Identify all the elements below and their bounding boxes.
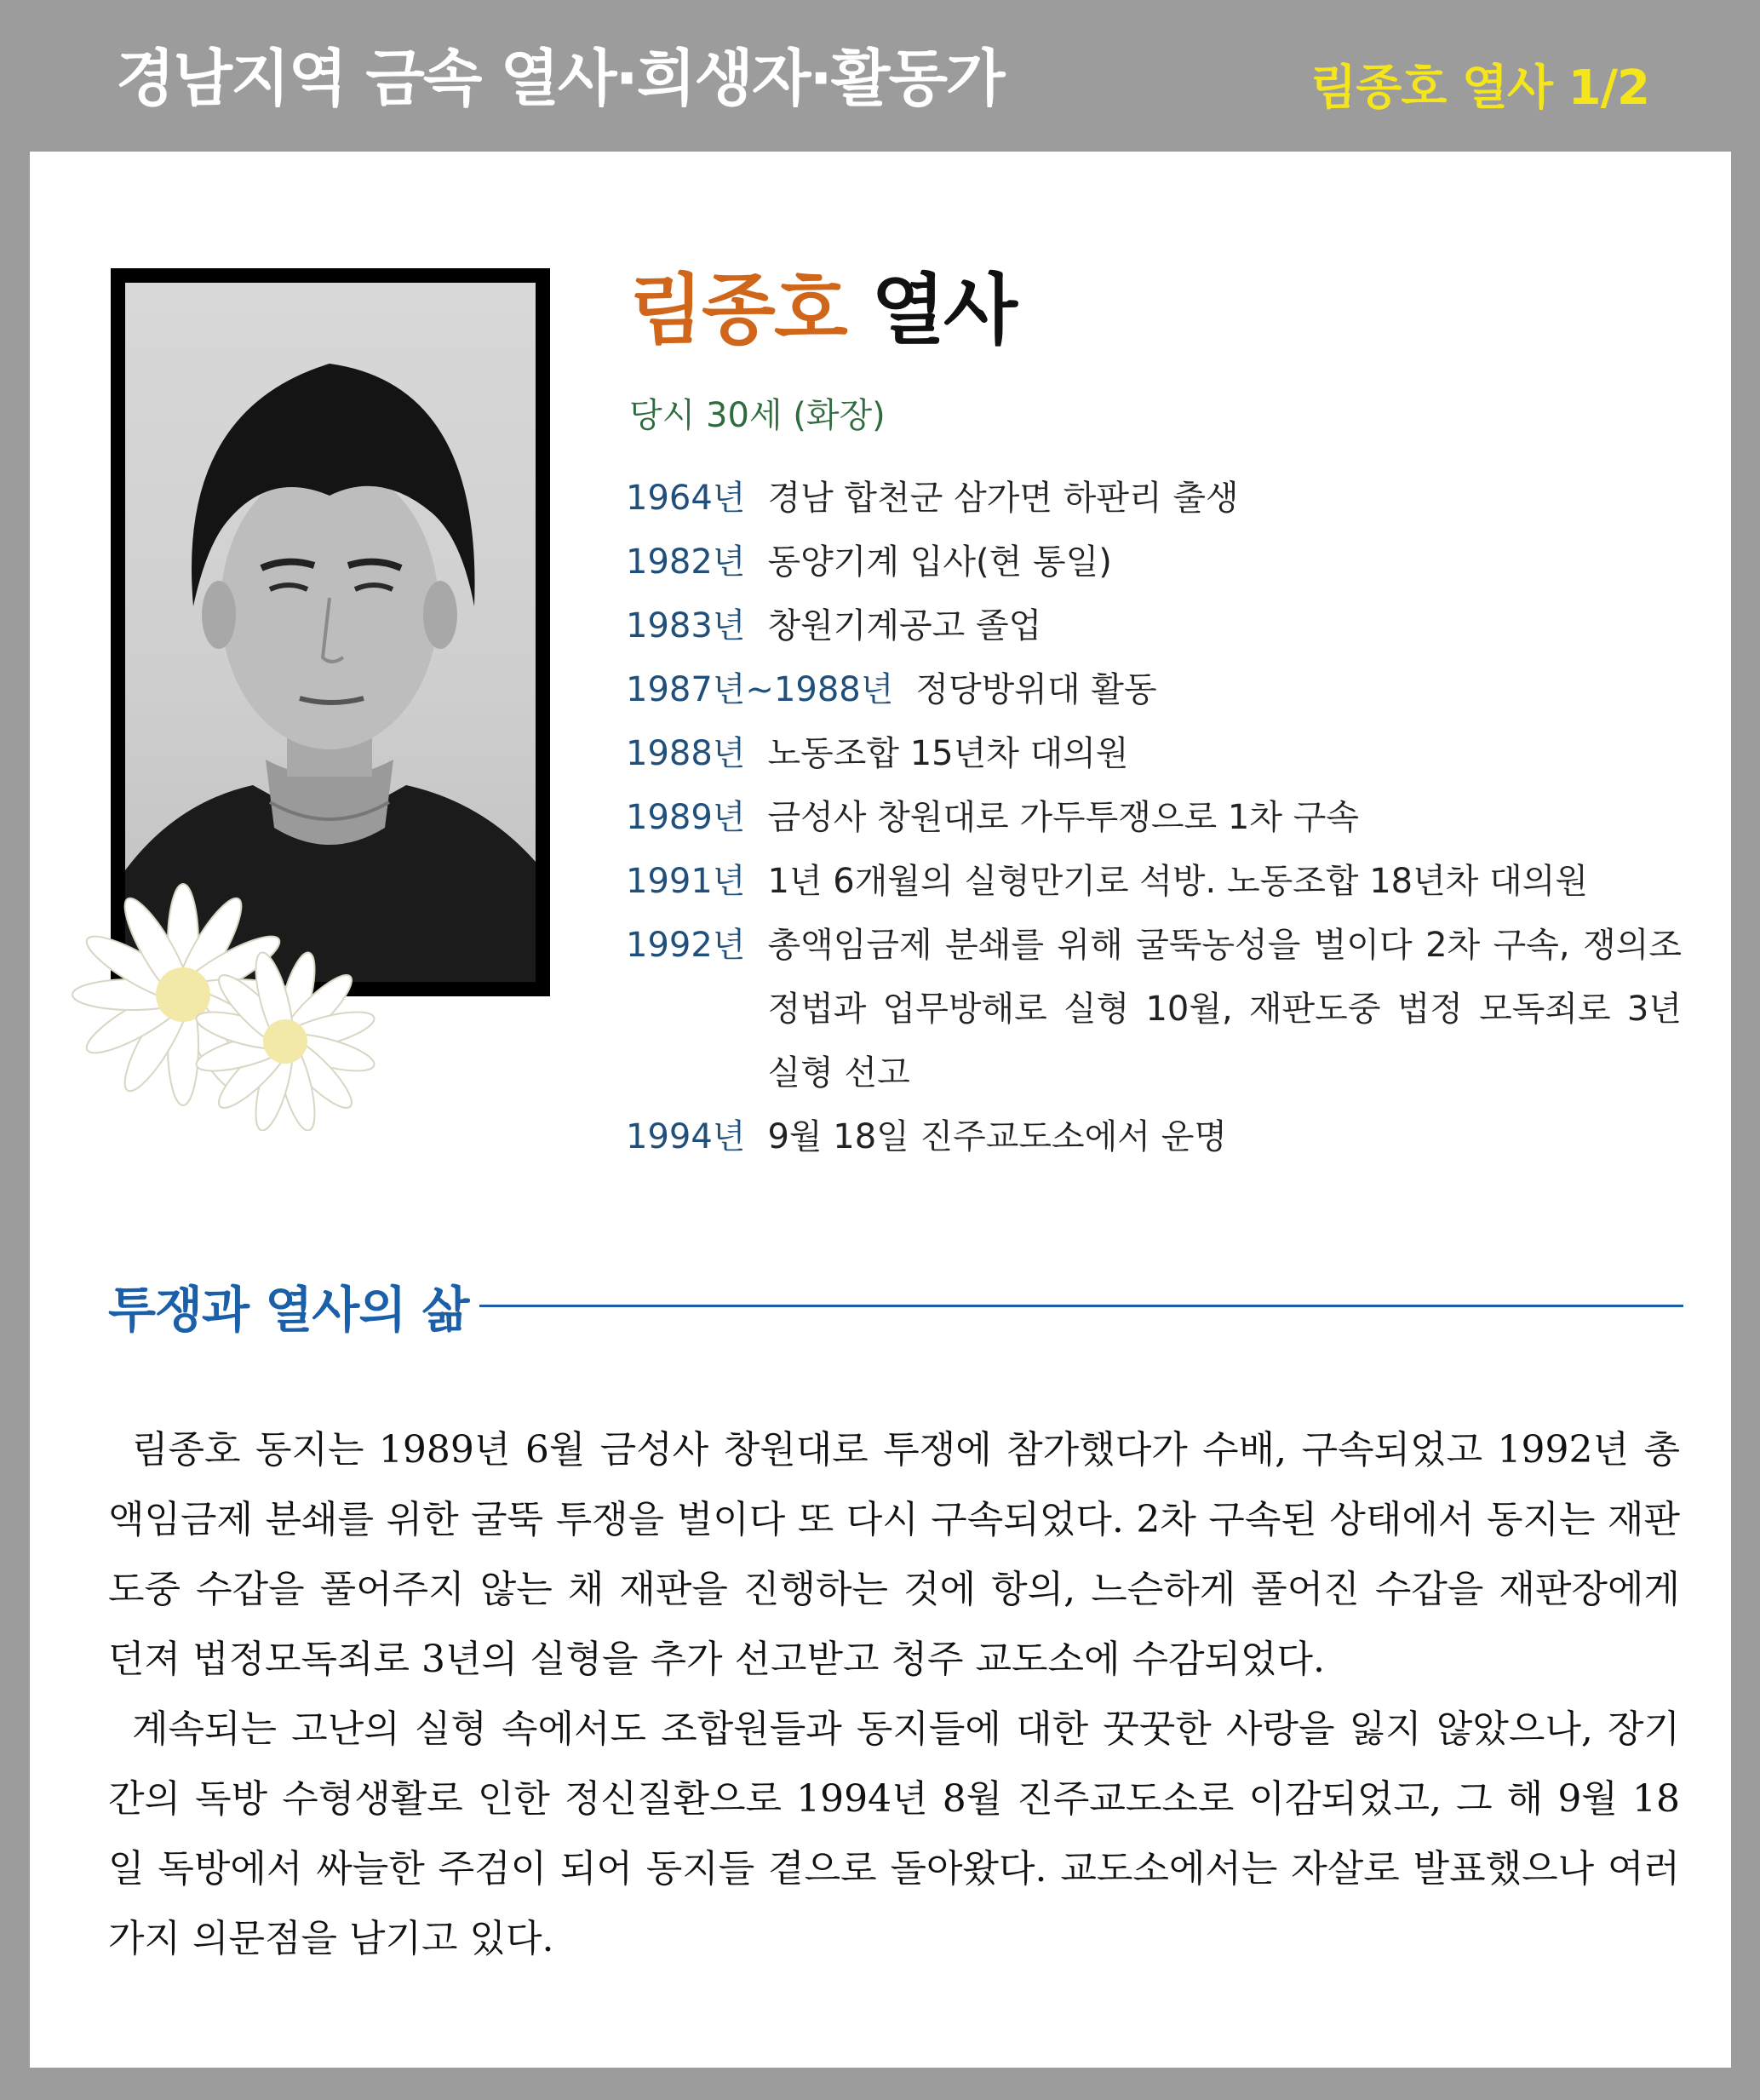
timeline-item	[626, 914, 1682, 1105]
timeline-item	[626, 722, 1682, 786]
person-name	[629, 266, 1017, 355]
timeline-year: 1989년	[626, 798, 746, 837]
timeline-text: 정당방위대 활동	[915, 670, 1157, 709]
timeline-item	[626, 658, 1682, 722]
section-header	[108, 1271, 1683, 1340]
timeline-year: 1983년	[626, 606, 746, 645]
timeline-year: 1988년	[626, 734, 746, 773]
timeline-text: 창원기계공고 졸업	[767, 606, 1042, 645]
person-title: 열사	[871, 266, 1017, 355]
biography-paragraph: 림종호 동지는 1989년 6월 금성사 창원대로 투쟁에 참가했다가 수배, 구속되었고 1992년 총액임금제 분쇄를 위한 굴뚝 투쟁을 벌이다 또 다시 구속되었다. 2차 구속된 상태에서 동지는 재판 도중 수갑을 풀어주지 않는 채 재판을 진행하는 것에 항의, 느슨하게 풀어진 수갑을 재판장에게 던져 법정모독죄로 3년의 실형을 추가 선고받고 청주 교도소에 수감되었다.	[108, 1428, 1680, 1681]
timeline-text: 동양기계 입사(현 통일)	[767, 542, 1112, 582]
chrysanthemum-flowers-icon	[55, 875, 379, 1131]
timeline-item	[626, 467, 1682, 531]
timeline-year: 1964년	[626, 479, 746, 518]
timeline-year: 1987년~1988년	[626, 670, 894, 709]
timeline	[626, 467, 1682, 1169]
person-name-accent: 림종호	[629, 266, 846, 355]
timeline-text: 노동조합 15년차 대의원	[767, 734, 1129, 773]
timeline-text: 9월 18일 진주교도소에서 운명	[767, 1117, 1227, 1156]
age-note: 당시 30세 (화장)	[629, 396, 886, 435]
timeline-text: 1년 6개월의 실형만기로 석방. 노동조합 18년차 대의원	[767, 862, 1589, 901]
timeline-year: 1994년	[626, 1117, 746, 1156]
section-divider	[479, 1305, 1683, 1307]
timeline-text: 총액임금제 분쇄를 위해 굴뚝농성을 벌이다 2차 구속, 쟁의조정법과 업무방해로 실형 10월, 재판도중 법정 모독죄로 3년 실형 선고	[767, 926, 1682, 1093]
timeline-year: 1992년	[626, 926, 746, 965]
timeline-year: 1991년	[626, 862, 746, 901]
timeline-item	[626, 1105, 1682, 1169]
timeline-text: 경남 합천군 삼가면 하판리 출생	[767, 479, 1239, 518]
header-page-tag: 림종호 열사 1/2	[1310, 60, 1649, 116]
timeline-text: 금성사 창원대로 가두투쟁으로 1차 구속	[767, 798, 1359, 837]
timeline-item	[626, 850, 1682, 914]
content-panel	[30, 152, 1731, 2068]
section-title: 투쟁과 열사의 삶	[108, 1281, 469, 1339]
timeline-year: 1982년	[626, 542, 746, 582]
timeline-item	[626, 531, 1682, 594]
biography-paragraph: 계속되는 고난의 실형 속에서도 조합원들과 동지들에 대한 꿋꿋한 사랑을 잃지 않았으나, 장기간의 독방 수형생활로 인한 정신질환으로 1994년 8월 진주교도소로 이감되었고, 그 해 9월 18일 독방에서 싸늘한 주검이 되어 동지들 곁으로 돌아왔다. 교도소에서는 자살로 발표했으나 여러 가지 의문점을 남기고 있다.	[108, 1707, 1680, 1960]
header-title: 경남지역 금속 열사·희생자·활동가	[116, 43, 1004, 114]
biography-text	[108, 1415, 1680, 1974]
timeline-item	[626, 594, 1682, 658]
timeline-item	[626, 786, 1682, 850]
